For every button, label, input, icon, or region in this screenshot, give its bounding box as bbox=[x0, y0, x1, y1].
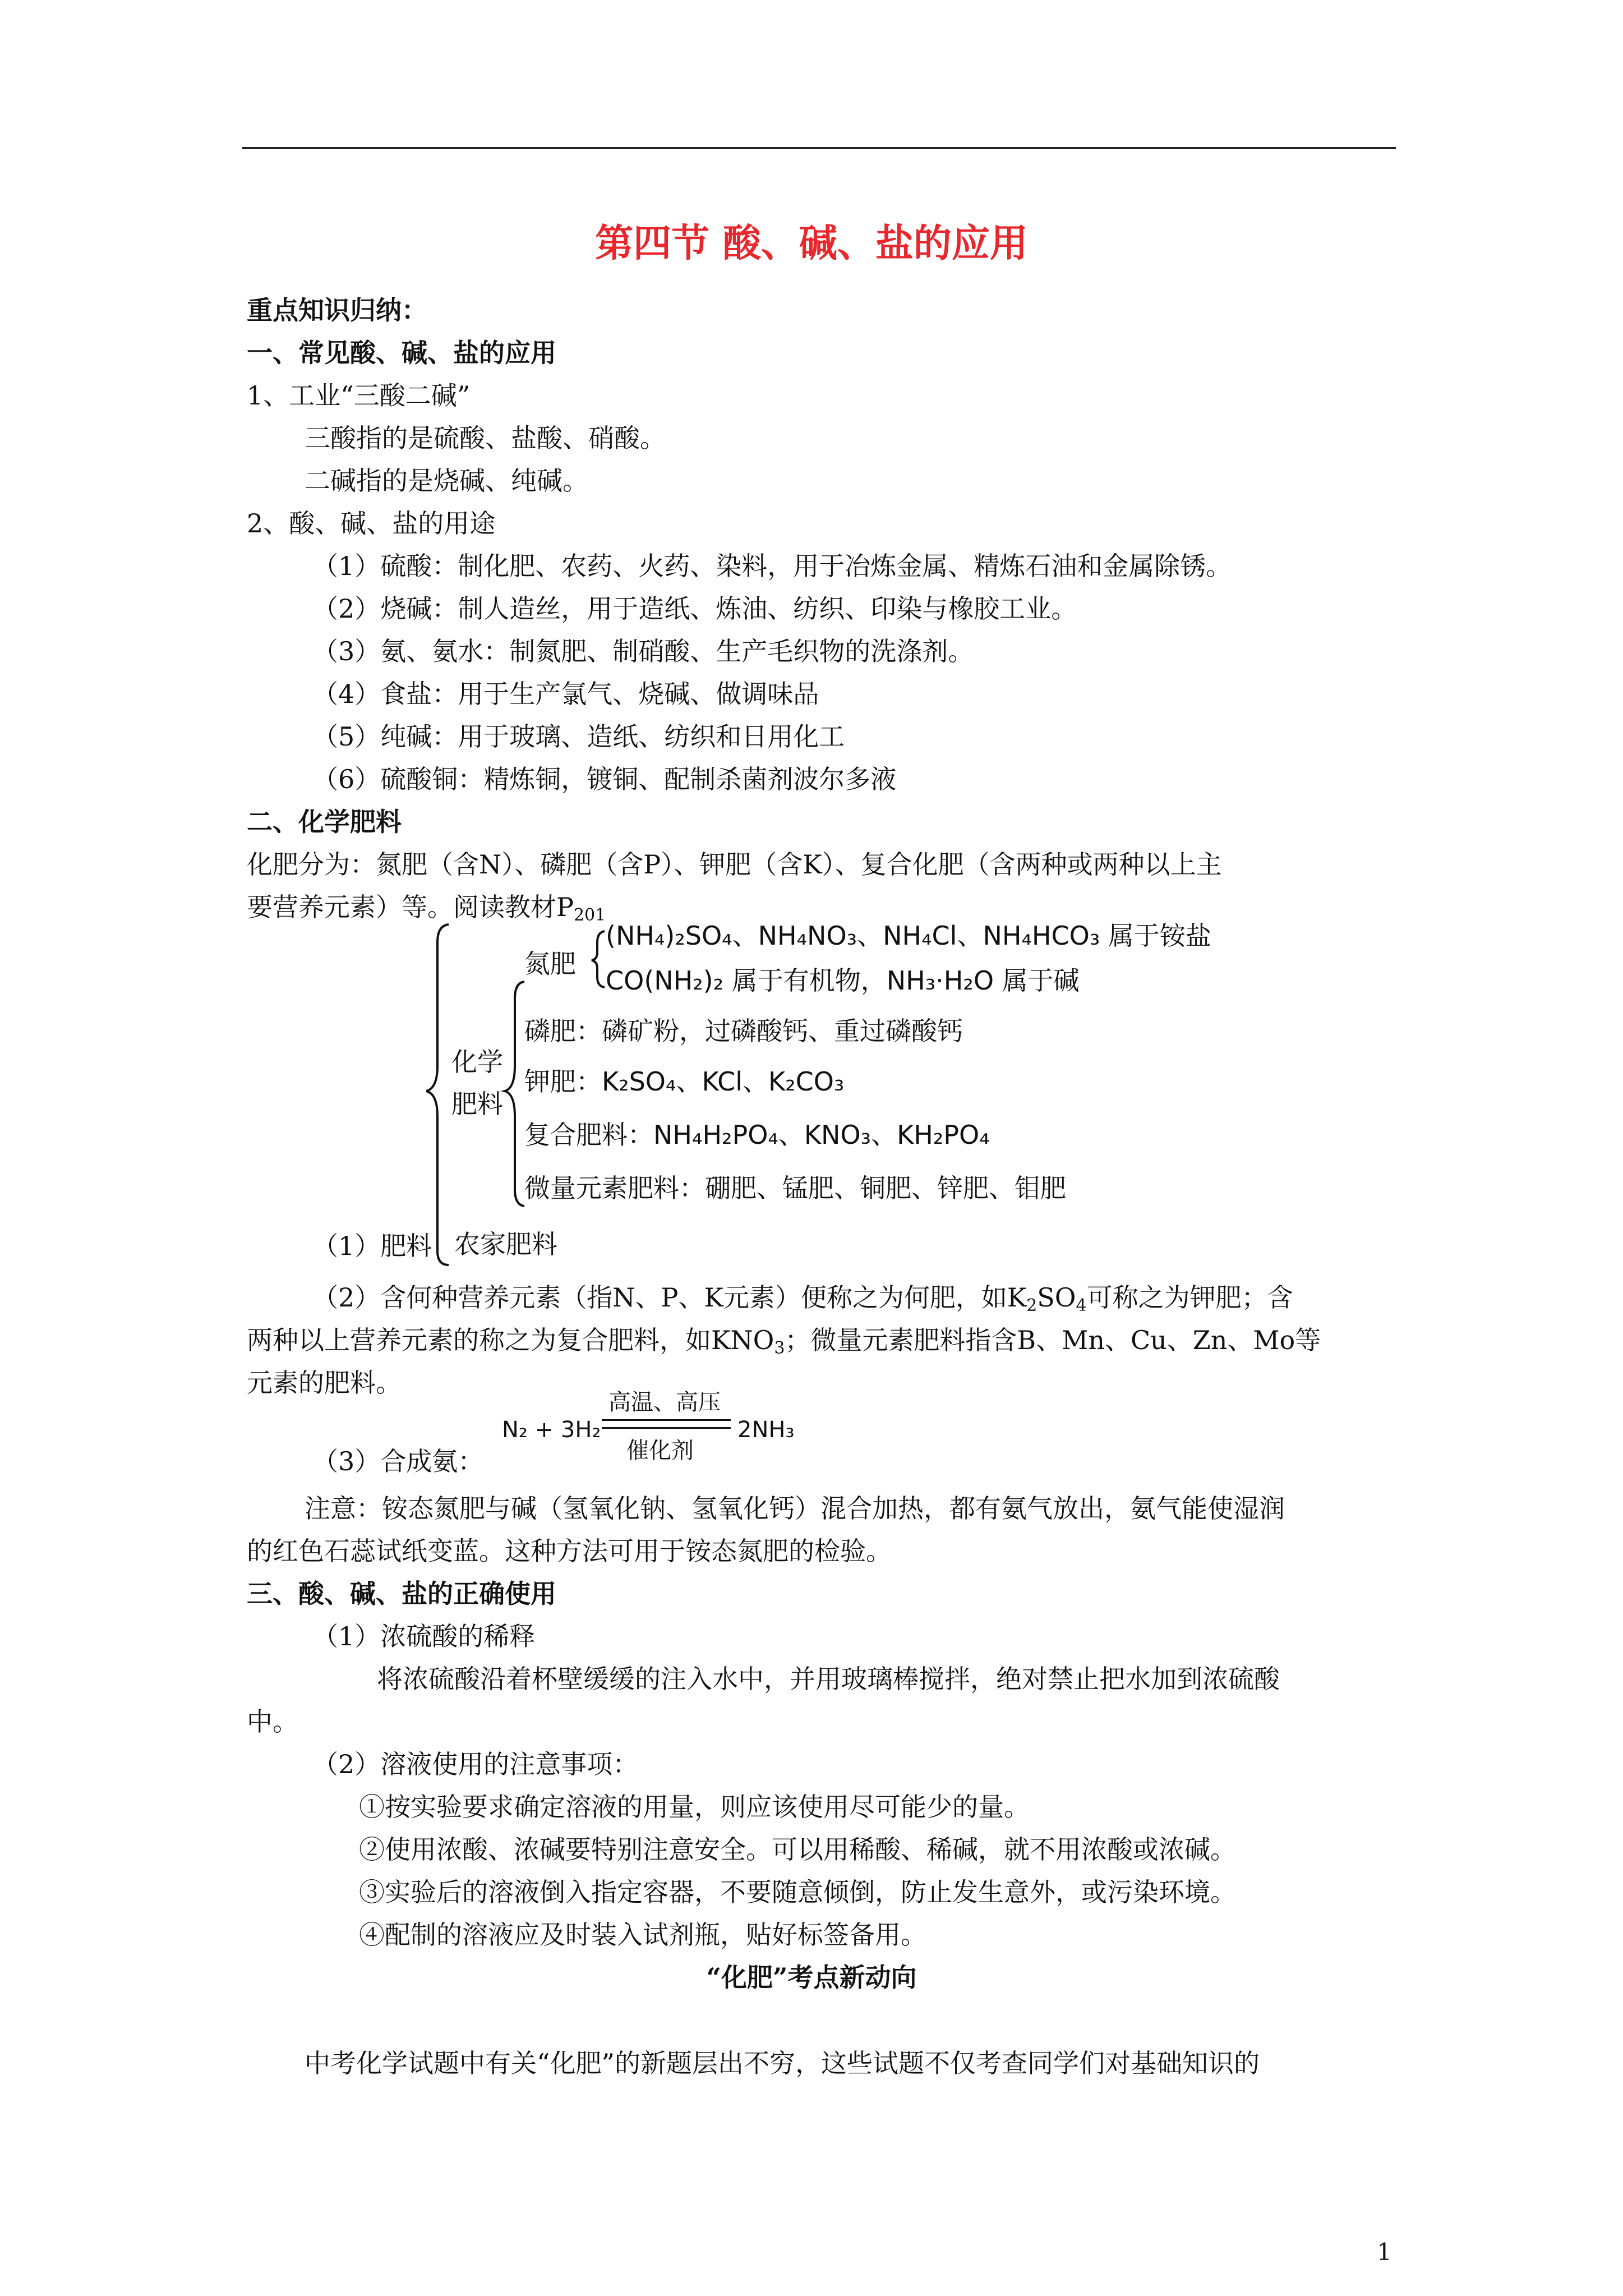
note-item: ④配制的溶液应及时装入试剂瓶，贴好标签备用。 bbox=[359, 1920, 926, 1950]
subheading: “化肥”考点新动向 bbox=[706, 1962, 917, 1993]
use-line: （5）纯碱：用于玻璃、造纸、纺织和日用化工 bbox=[312, 721, 845, 752]
use-line: （3）氨、氨水：制氮肥、制硝酸、生产毛织物的洗涤剂。 bbox=[312, 636, 974, 666]
three-acids: 三酸指的是硫酸、盐酸、硝酸。 bbox=[305, 423, 666, 453]
section3-title: 三、酸、碱、盐的正确使用 bbox=[247, 1579, 556, 1609]
dilute-line2: 中。 bbox=[247, 1706, 298, 1737]
notes-title: （2）溶液使用的注意事项： bbox=[312, 1749, 639, 1779]
nitrogen-row2: CO(NH₂)₂ 属于有机物，NH₃·H₂O 属于碱 bbox=[606, 965, 1080, 996]
use-line: （1）硫酸：制化肥、农药、火药、染料，用于冶炼金属、精炼石油和金属除锈。 bbox=[312, 551, 1232, 581]
note-line1: 注意：铵态氮肥与碱（氢氧化钠、氢氧化钙）混合加热，都有氨气放出，氨气能使湿润 bbox=[305, 1493, 1285, 1524]
para2-line2 bbox=[247, 1319, 1321, 1370]
para2-line3: 元素的肥料。 bbox=[247, 1368, 402, 1398]
equation-bar-bottom bbox=[602, 1427, 731, 1429]
intro-text: 要营养元素）等。阅读教材P bbox=[247, 892, 574, 922]
nitrogen-label: 氮肥 bbox=[524, 949, 576, 979]
summary-heading: 重点知识归纳： bbox=[247, 295, 427, 325]
fertilizer-diagram bbox=[426, 920, 1211, 1268]
use-line: （2）烧碱：制人造丝，用于造纸、炼油、纺织、印染与橡胶工业。 bbox=[312, 593, 1077, 624]
micro-row: 微量元素肥料：硼肥、锰肥、铜肥、锌肥、钼肥 bbox=[524, 1173, 1066, 1203]
para2-text: SO bbox=[1037, 1282, 1076, 1313]
dilute-title: （1）浓硫酸的稀释 bbox=[312, 1621, 536, 1651]
inner-brace bbox=[505, 982, 524, 1206]
potash-row: 钾肥：K₂SO₄、KCl、K₂CO₃ bbox=[524, 1066, 845, 1097]
header-rule bbox=[242, 147, 1396, 149]
nitrogen-row1: (NH₄)₂SO₄、NH₄NO₃、NH₄Cl、NH₄HCO₃ 属于铵盐 bbox=[606, 921, 1211, 951]
subscript: 4 bbox=[1076, 1296, 1087, 1315]
synth-label: （3）合成氨： bbox=[312, 1446, 484, 1476]
farm-row: 农家肥料 bbox=[454, 1229, 557, 1259]
ammonia-equation bbox=[502, 1384, 816, 1463]
phosphate-row: 磷肥：磷矿粉，过磷酸钙、重过磷酸钙 bbox=[524, 1016, 963, 1046]
outer-brace bbox=[426, 924, 449, 1265]
note-line2: 的红色石蕊试纸变蓝。这种方法可用于铵态氮肥的检验。 bbox=[247, 1536, 892, 1566]
use-line: （6）硫酸铜：精炼铜，镀铜、配制杀菌剂波尔多液 bbox=[312, 764, 897, 794]
equation-rhs: 2NH₃ bbox=[737, 1417, 795, 1443]
para2-text: 两种以上营养元素的称之为复合肥料，如KNO bbox=[247, 1325, 774, 1355]
section1-title: 一、常见酸、碱、盐的应用 bbox=[247, 338, 556, 368]
nitrogen-brace bbox=[592, 931, 605, 987]
closing-line: 中考化学试题中有关“化肥”的新题层出不穷，这些试题不仅考查同学们对基础知识的 bbox=[305, 2048, 1260, 2078]
para2-text: （2）含何种营养元素（指N、P、K元素）便称之为何肥，如K bbox=[312, 1282, 1027, 1313]
diagram-root-2: 肥料 bbox=[451, 1089, 503, 1119]
para2-text: ；微量元素肥料指含B、Mn、Cu、Zn、Mo等 bbox=[785, 1325, 1321, 1355]
note-item: ①按实验要求确定溶液的用量，则应该使用尽可能少的量。 bbox=[359, 1792, 1030, 1822]
subscript: 3 bbox=[774, 1338, 785, 1358]
note-item: ②使用浓酸、浓碱要特别注意安全。可以用稀酸、稀碱，就不用浓酸或浓碱。 bbox=[359, 1834, 1236, 1865]
item2: 2、酸、碱、盐的用途 bbox=[247, 508, 496, 539]
para2-text: 可称之为钾肥；含 bbox=[1086, 1282, 1293, 1313]
page-number: 1 bbox=[1377, 2238, 1392, 2266]
page-title: 第四节 酸、碱、盐的应用 bbox=[595, 221, 1028, 266]
equation-bar-top bbox=[602, 1419, 731, 1421]
fertilizer-label: （1）肥料 bbox=[312, 1231, 432, 1261]
equation-lhs: N₂ + 3H₂ bbox=[502, 1417, 601, 1443]
item1: 1、工业“三酸二碱” bbox=[247, 380, 471, 411]
page-ref-subscript: 201 bbox=[573, 905, 606, 925]
equation-condition-below: 催化剂 bbox=[626, 1438, 694, 1464]
subscript: 2 bbox=[1026, 1296, 1038, 1315]
dilute-line1: 将浓硫酸沿着杯壁缓缓的注入水中，并用玻璃棒搅拌，绝对禁止把水加到浓硫酸 bbox=[377, 1664, 1280, 1694]
section2-title: 二、化学肥料 bbox=[247, 807, 402, 837]
intro-line1: 化肥分为：氮肥（含N）、磷肥（含P）、钾肥（含K）、复合化肥（含两种或两种以上主 bbox=[247, 849, 1222, 880]
compound-row: 复合肥料：NH₄H₂PO₄、KNO₃、KH₂PO₄ bbox=[524, 1120, 990, 1150]
two-bases: 二碱指的是烧碱、纯碱。 bbox=[305, 466, 588, 496]
diagram-root-1: 化学 bbox=[451, 1047, 503, 1077]
equation-condition-above: 高温、高压 bbox=[608, 1389, 721, 1415]
note-item: ③实验后的溶液倒入指定容器，不要随意倾倒，防止发生意外，或污染环境。 bbox=[359, 1877, 1236, 1907]
use-line: （4）食盐：用于生产氯气、烧碱、做调味品 bbox=[312, 679, 819, 709]
